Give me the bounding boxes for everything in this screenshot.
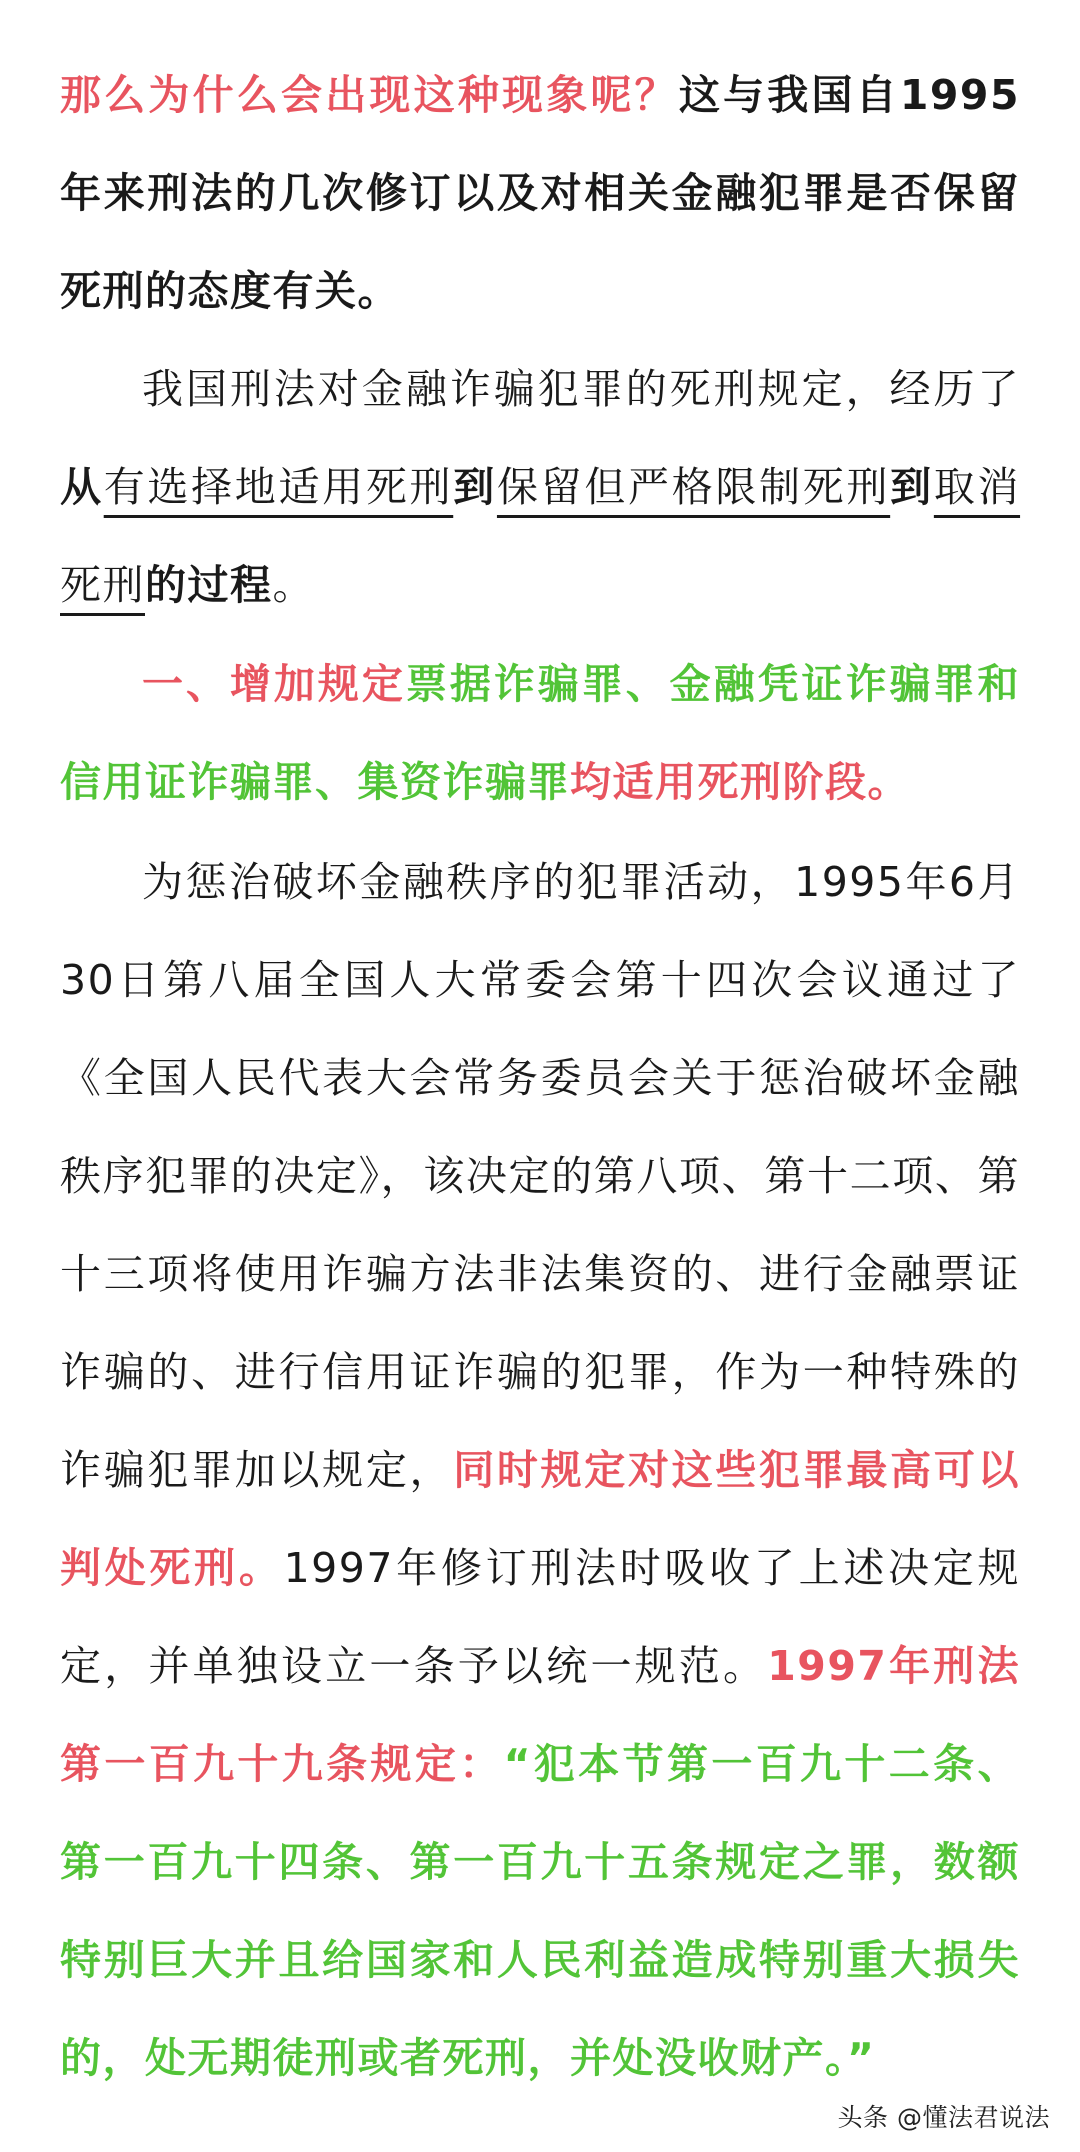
stage-3-text: 取消死刑 — [60, 463, 1021, 609]
question-text: 那么为什么会出现这种现象呢？ — [60, 71, 679, 119]
from-word: 从 — [60, 463, 104, 511]
article-199-quote: “犯本节第一百九十二条、第一百九十四条、第一百九十五条规定之罪，数额特别巨大并且给国家和人民利益造成特别重大损失的，处无期徒刑或者死刑，并处没收财产。” — [60, 1740, 1020, 2082]
to-word-1: 到 — [453, 463, 497, 511]
heading-prefix: 一、增加规定 — [142, 660, 406, 708]
source-watermark: 头条 @懂法君说法 — [837, 2103, 1050, 2132]
process-end-punct: 。 — [272, 561, 315, 609]
process-tail-text: 的过程 — [145, 561, 273, 609]
process-lead-text: 我国刑法对金融诈骗犯罪的死刑规定，经历了 — [142, 365, 1020, 413]
to-word-2: 到 — [890, 463, 934, 511]
stage-1-text: 有选择地适用死刑 — [103, 463, 454, 511]
stage-2-text: 保留但严格限制死刑 — [496, 463, 891, 511]
death-penalty-highlight: 同时规定对这些犯罪最高可以判处死刑。 — [60, 1446, 1021, 1592]
answer-text: 这与我国自1995年来刑法的几次修订以及对相关金融犯罪是否保留死刑的态度有关。 — [60, 71, 1020, 315]
article-199-intro: 1997年刑法第一百九十九条规定： — [60, 1642, 1020, 1788]
heading-crimes: 票据诈骗罪、金融凭证诈骗罪和信用证诈骗罪、集资诈骗罪 — [60, 660, 1021, 806]
intro-paragraph — [0, 46, 1080, 340]
history-text-1: 为惩治破坏金融秩序的犯罪活动，1995年6月30日第八届全国人大常委会第十四次会议通过了《全国人民代表大会常务委员会关于惩治破坏金融秩序犯罪的决定》，该决定的第八项、第十二项、第十三项将使用诈骗方法非法集资的、进行金融票证诈骗的、进行信用证诈骗的犯罪，作为一种特殊的诈骗犯罪加以规定， — [60, 858, 1020, 1494]
history-text-2: 1997年修订刑法时吸收了上述决定规定，并单独设立一条予以统一规范。 — [60, 1544, 1020, 1690]
history-paragraph — [0, 833, 1080, 2107]
section-heading — [0, 635, 1080, 831]
process-paragraph — [0, 340, 1080, 634]
heading-suffix: 均适用死刑阶段。 — [570, 758, 910, 806]
